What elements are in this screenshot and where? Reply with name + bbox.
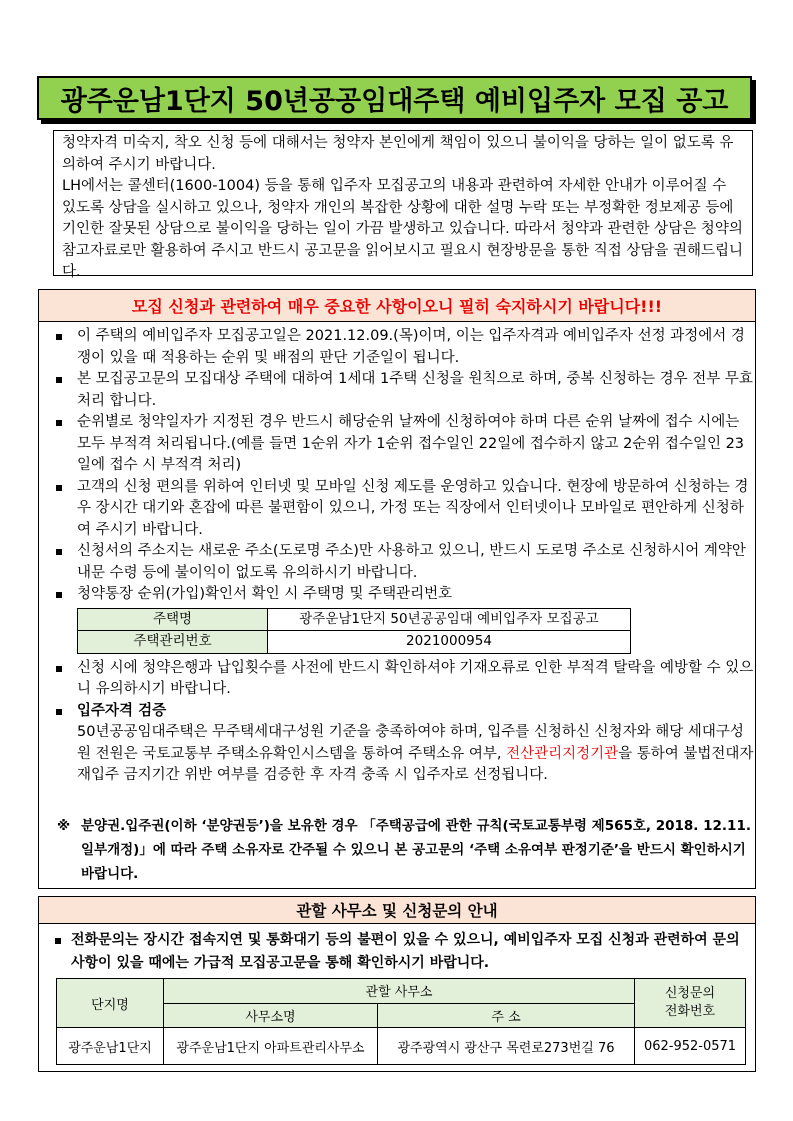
bullet-rank-date: 순위별로 청약일자가 지정된 경우 반드시 해당순위 날짜에 신청하여야 하며 다른 순위 날짜에 접수 시에는 모두 부적격 처리됩니다.(예를 들면 1순위 자가 1순위 접수일인 22일에 접수하지 않고 2순위 접수일인 23일에 접수 시 부적격 처리) — [51, 412, 755, 477]
housing-code-label: 주택관리번호 — [78, 631, 268, 654]
bullet-square-icon — [56, 420, 62, 426]
bullet-online-application: 고객의 신청 편의를 위하여 인터넷 및 모바일 신청 제도를 운영하고 있습니다. 현장에 방문하여 신청하는 경우 장시간 대기와 혼잡에 따른 불편함이 있으니, 가정 또는 직장에서 인터넷이나 모바일로 편안하게 신청하여 주시기 바랍니다. — [51, 477, 755, 542]
phone-cell: 062-952-0571 — [635, 1028, 746, 1065]
bullet-bank-check: 신청 시에 청약은행과 납입횟수를 사전에 반드시 확인하셔야 기재오류로 인한 부적격 탈락을 예방할 수 있으니 유의하시기 바랍니다. — [51, 658, 755, 701]
housing-name-value: 광주운남1단지 50년공공임대 예비입주자 모집공고 — [268, 608, 631, 631]
col-address: 주 소 — [378, 1003, 635, 1028]
bullet-square-icon — [56, 709, 62, 715]
office-header: 관할 사무소 및 신청문의 안내 — [39, 897, 755, 924]
complex-cell: 광주운남1단지 — [57, 1028, 164, 1065]
col-phone: 신청문의 전화번호 — [635, 979, 746, 1028]
bullet-square-icon — [56, 549, 62, 555]
bullet-square-icon — [56, 377, 62, 383]
page-title-box — [37, 76, 752, 120]
housing-code-value: 2021000954 — [268, 631, 631, 654]
presale-footnote: ※ 분양권.입주권(이하 ‘분양권등’)을 보유한 경우 「주택공급에 관한 규칙(국토교통부령 제565호, 2018. 12.11. 일부개정)」에 따라 주택 소유자로 간주될 수 있으니 본 공고문의 ‘주택 소유여부 판정기준’을 반드시 확인하시기 바랍니다. — [57, 814, 751, 886]
col-office-group: 관할 사무소 — [164, 979, 635, 1004]
table-row — [78, 631, 631, 654]
bullet-announcement-date: 이 주택의 예비입주자 모집공고일은 2021.12.09.(목)이며, 이는 입주자격과 예비입주자 선정 과정에서 경쟁이 있을 때 적용하는 순위 및 배점의 판단 기준일이 됩니다. — [51, 326, 755, 369]
office-section — [38, 896, 756, 1072]
bullet-square-icon — [56, 485, 62, 491]
reference-mark-icon: ※ — [57, 818, 71, 834]
bullet-one-house-rule: 본 모집공고문의 모집대상 주택에 대하여 1세대 1주택 신청을 원칙으로 하며, 중복 신청하는 경우 전부 무효처리 합니다. — [51, 369, 755, 412]
bullet-square-icon — [56, 334, 62, 340]
table-row — [78, 608, 631, 631]
important-bullet-list — [51, 326, 755, 787]
bullet-square-icon — [56, 666, 62, 672]
qualification-highlight: 전산관리지정기관 — [506, 745, 619, 762]
office-bullet: 전화문의는 장시간 접속지연 및 통화대기 등의 불편이 있을 수 있으니, 예비입주자 모집 신청과 관련하여 문의사항이 있을 때에는 가급적 모집공고문을 통해 확인하시기 바랍니다. — [51, 929, 747, 975]
qualification-text: 50년공공임대주택은 무주택세대구성원 기준을 충족하여야 하며, 입주를 신청하신 신청자와 해당 세대구성원 전원은 국토교통부 주택소유확인시스템을 통하여 주택소유 여부, 전산관리지정기관을 통하여 불법전대자 재입주 금지기간 위반 여부를 검증한 후 자격 충족 시 입주자로 선정됩니다. — [77, 724, 754, 783]
housing-name-label: 주택명 — [78, 608, 268, 631]
qualification-heading: 입주자격 검증 — [51, 701, 755, 723]
table-row — [57, 1028, 746, 1065]
col-complex: 단지명 — [57, 979, 164, 1028]
office-table — [56, 978, 746, 1065]
bullet-housing-code: 청약통장 순위(가입)확인서 확인 시 주택명 및 주택관리번호 — [51, 584, 755, 606]
housing-info-table — [77, 608, 631, 654]
notice-paragraph-1: 청약자격 미숙지, 착오 신청 등에 대해서는 청약자 본인에게 책임이 있으니 불이익을 당하는 일이 없도록 유의하여 주시기 바랍니다. — [62, 135, 734, 173]
bullet-road-address: 신청서의 주소지는 새로운 주소(도로명 주소)만 사용하고 있으니, 반드시 도로명 주소로 신청하시어 계약안내문 수령 등에 불이익이 없도록 유의하시기 바랍니다. — [51, 541, 755, 584]
bullet-square-icon — [56, 592, 62, 598]
notice-paragraph-2: LH에서는 콜센터(1600-1004) 등을 통해 입주자 모집공고의 내용과 관련하여 자세한 안내가 이루어질 수 있도록 상담을 실시하고 있으나, 청약자 개인의 복잡한 상황에 대한 설명 누락 또는 부정확한 정보제공 등에 기인한 잘못된 상담으로 불이익을 당하는 일이 가끔 발생하고 있습니다. 따라서 청약과 관련한 상담은 청약의 참고자료로만 활용하여 주시고 반드시 공고문을 읽어보시고 필요시 현장방문을 통한 직접 상담을 권해드립니다. — [62, 178, 744, 280]
caution-notice — [53, 130, 753, 280]
col-office-name: 사무소명 — [164, 1003, 378, 1028]
address-cell: 광주광역시 광산구 목련로273번길 76 — [378, 1028, 635, 1065]
important-header: 모집 신청과 관련하여 매우 중요한 사항이오니 필히 숙지하시기 바랍니다!!! — [39, 290, 755, 322]
page-title: 광주운남1단지 50년공공임대주택 예비입주자 모집 공고 — [60, 85, 729, 117]
important-section — [38, 289, 756, 889]
bullet-square-icon — [55, 938, 61, 944]
table-header-row — [57, 979, 746, 1004]
office-name-cell: 광주운남1단지 아파트관리사무소 — [164, 1028, 378, 1065]
